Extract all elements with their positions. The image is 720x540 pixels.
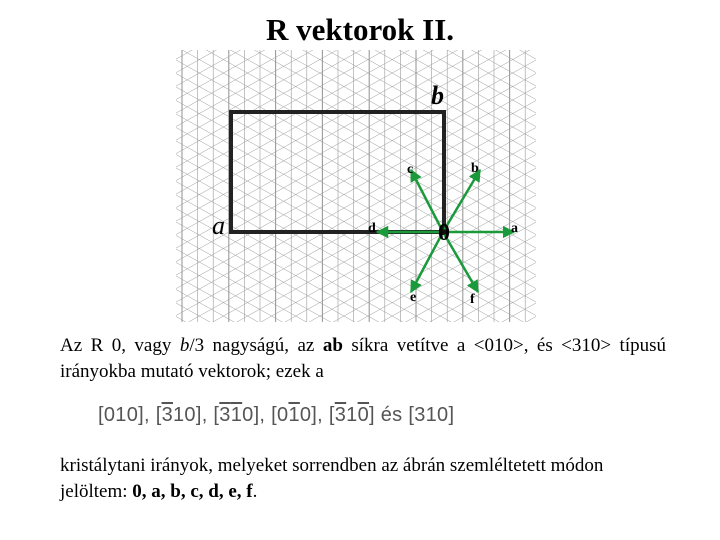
idx-bar: 3 — [334, 404, 347, 426]
p1-part-a: Az R 0, vagy — [60, 335, 180, 356]
page-title: R vektorok II. — [265, 12, 455, 47]
idx-bar: 1 — [288, 404, 300, 426]
vector-label-a: a — [511, 221, 518, 236]
idx-bar: 3 — [161, 404, 173, 426]
p2-end: . — [252, 481, 258, 502]
idx-bar: 1 — [230, 404, 243, 426]
lattice-line — [176, 263, 536, 323]
idx-part: ] és [310] — [369, 404, 455, 426]
lattice-line — [176, 50, 536, 59]
vector-label-b: b — [471, 161, 479, 176]
idx-bar: 0 — [357, 404, 370, 426]
lattice-line — [176, 50, 536, 100]
vector-label-d: d — [368, 221, 376, 236]
lattice-line — [176, 50, 536, 100]
p1-italic-b: b — [179, 335, 190, 356]
p1-part-c: /3 nagyságú, az — [189, 335, 323, 356]
cell-label-a: a — [212, 211, 225, 240]
p2-bold-list: 0, a, b, c, d, e, f — [132, 481, 253, 502]
idx-part: [010], [ — [98, 404, 162, 426]
vector-label-f: f — [470, 292, 475, 307]
miller-indices-line — [98, 404, 454, 427]
lattice-line — [176, 50, 536, 86]
idx-part: 1 — [346, 404, 358, 426]
idx-bar: 3 — [219, 404, 231, 426]
vector-label-c: c — [407, 162, 414, 177]
lattice-line — [176, 263, 536, 323]
paragraph-description — [60, 333, 666, 385]
idx-part: 0], [ — [299, 404, 335, 426]
lattice-line — [176, 290, 536, 323]
idx-part: 0], [0 — [242, 404, 289, 426]
p1-bold-ab: ab — [322, 335, 343, 356]
p2-part-a: kristálytani irányok, melyeket sorrendben az ábrán szemléltetett módon jelöltem: — [60, 455, 604, 502]
lattice-line — [176, 50, 536, 86]
vector-label-e: e — [410, 290, 417, 305]
lattice-line — [176, 317, 536, 323]
p1-part-d: síkra vetítve a <010>, és <310> típusú irányokba mutató vektorok; ezek a — [60, 335, 667, 382]
lattice-line — [176, 290, 536, 323]
paragraph-conclusion — [60, 453, 666, 505]
origin-label-0: 0 — [438, 220, 450, 246]
lattice-line — [176, 317, 536, 323]
idx-part: 10], [ — [173, 404, 220, 426]
cell-label-b: b — [431, 81, 444, 110]
lattice-line — [176, 50, 536, 59]
lattice-diagram — [176, 50, 536, 322]
